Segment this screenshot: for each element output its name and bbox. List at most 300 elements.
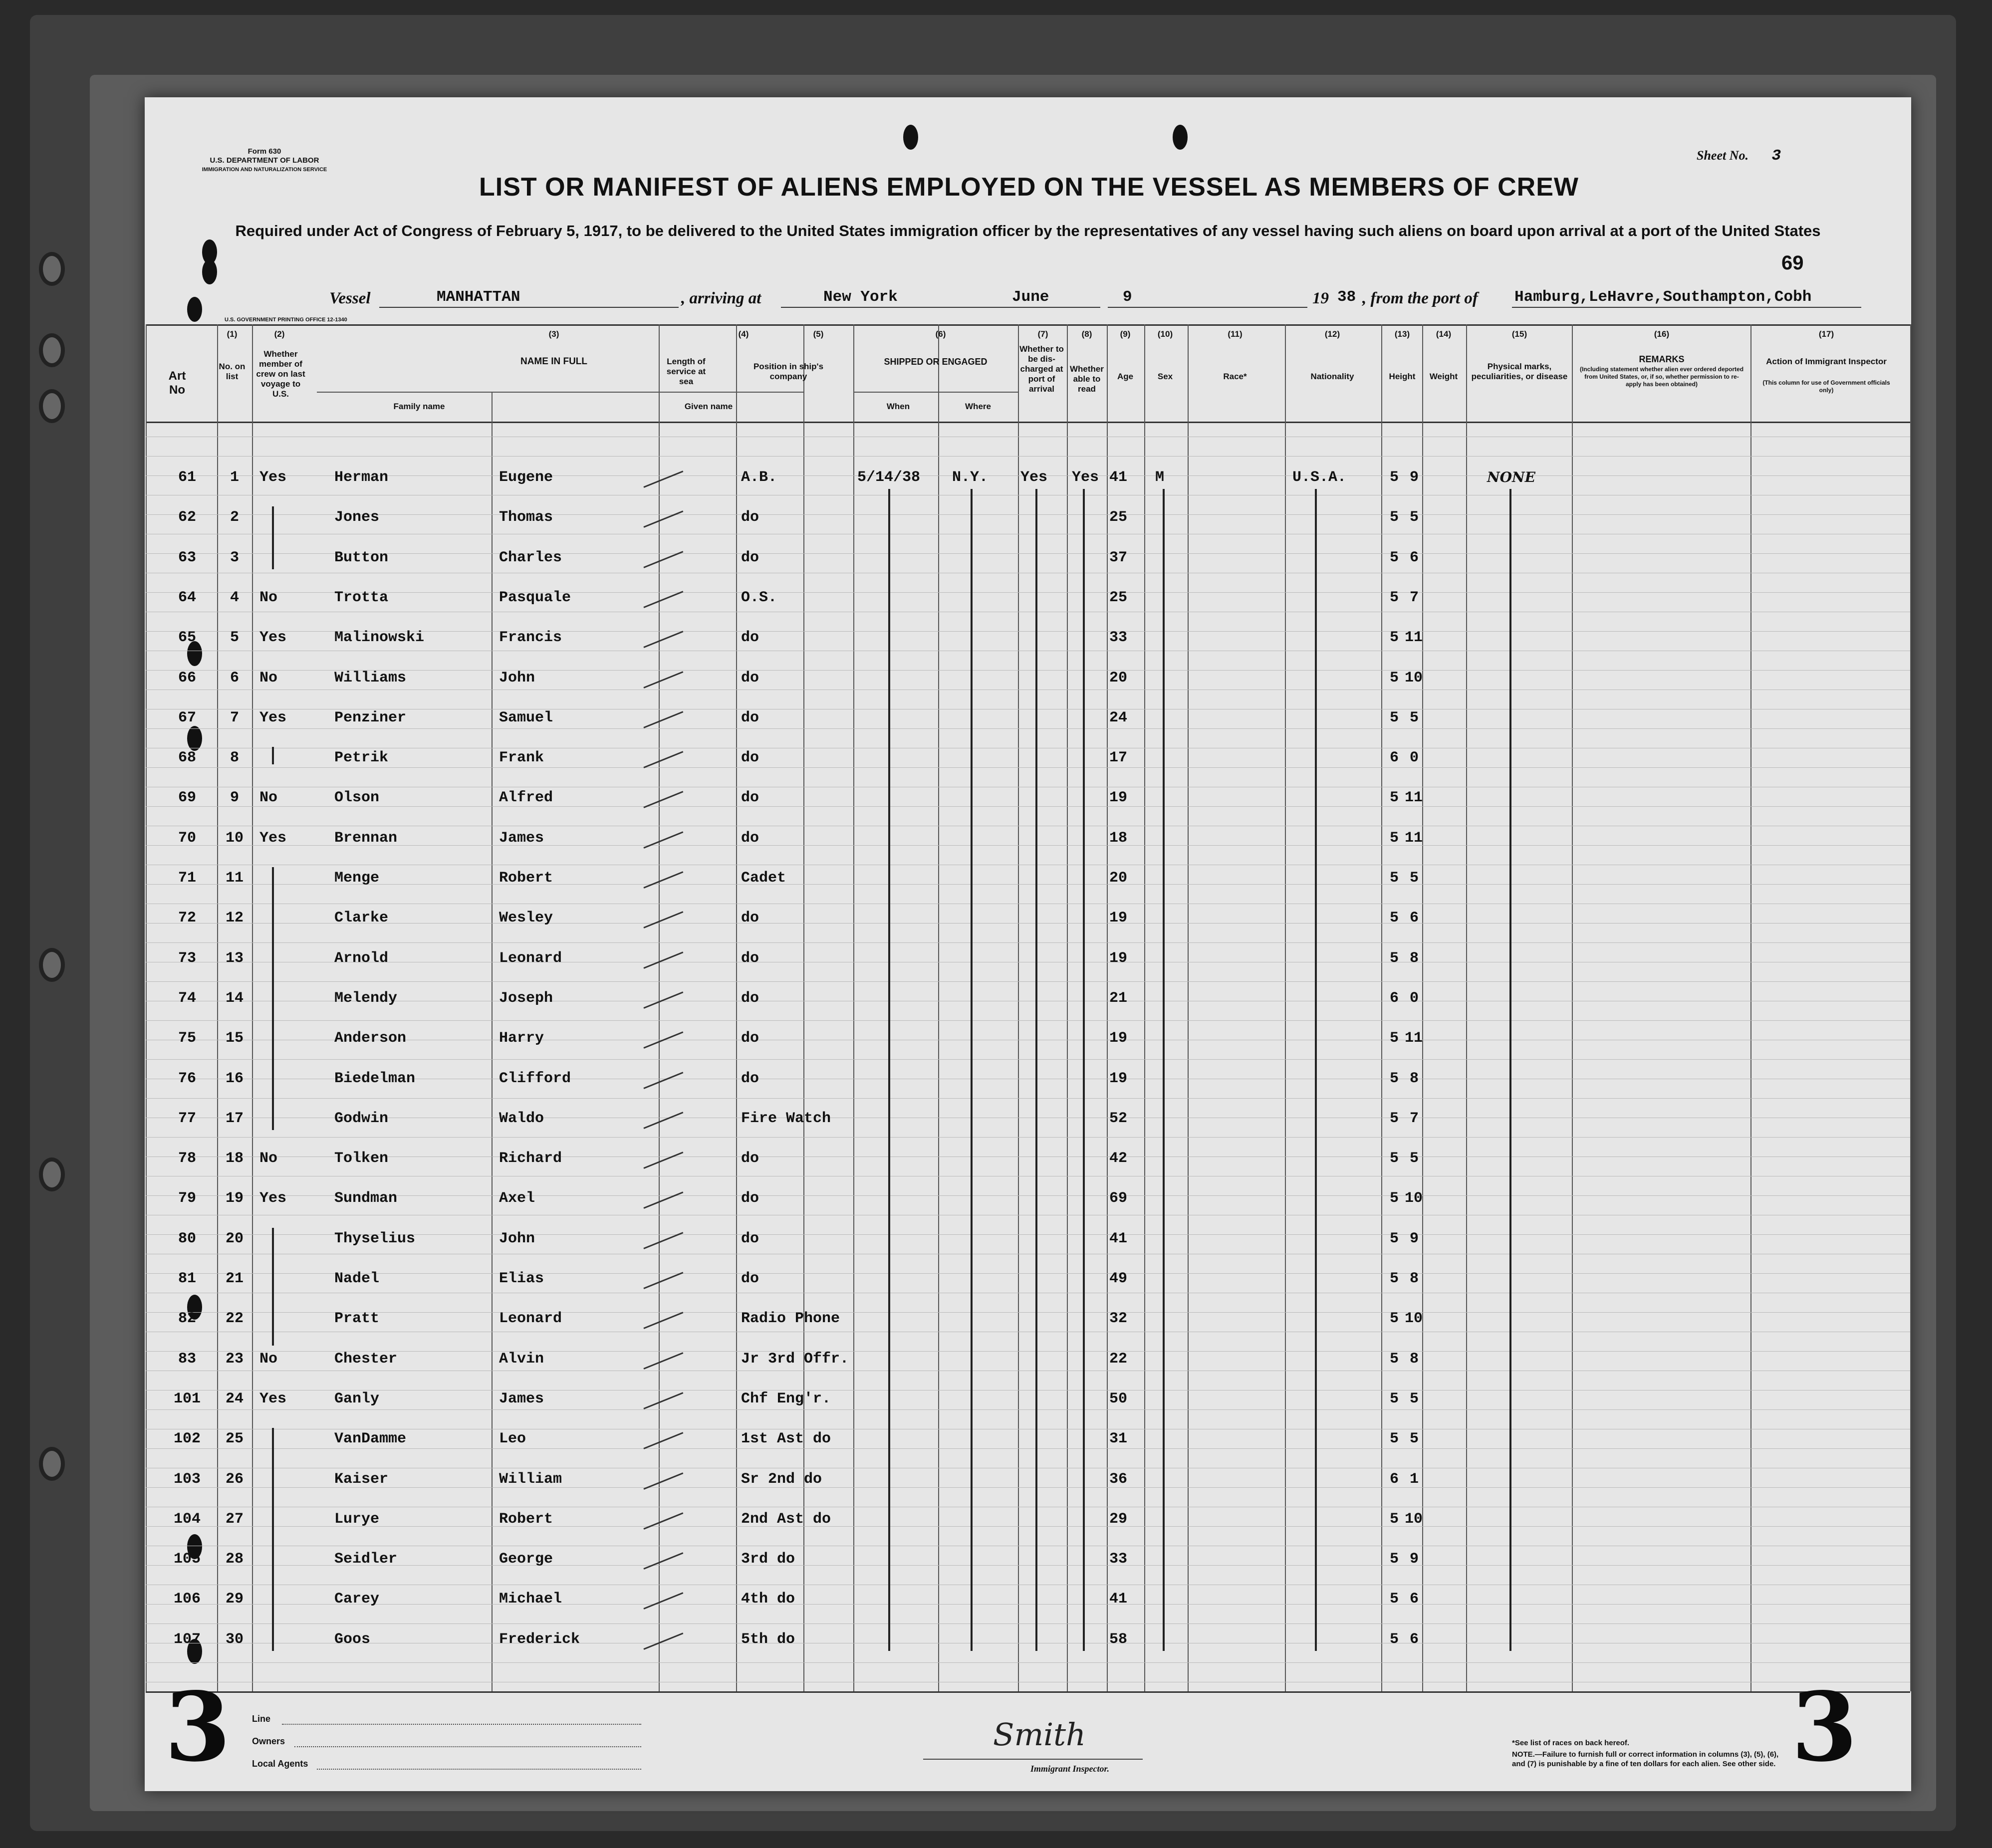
cell-position: do bbox=[741, 1190, 759, 1207]
cell-family: Trotta bbox=[334, 589, 389, 606]
header-art-no: Art No bbox=[168, 369, 186, 397]
cell-no: 7 bbox=[230, 709, 239, 726]
cell-disch: Yes bbox=[1020, 469, 1048, 486]
cell-age: 33 bbox=[1109, 1551, 1128, 1568]
cell-no: 12 bbox=[225, 910, 244, 927]
cell-ft: 5 bbox=[1390, 1510, 1399, 1528]
cell-position: 2nd Ast do bbox=[741, 1510, 831, 1528]
ditto-mark bbox=[272, 867, 274, 1130]
manifest-sheet bbox=[145, 97, 1911, 1791]
inspector-signature: Smith bbox=[993, 1716, 1086, 1753]
column-rule bbox=[252, 324, 253, 1691]
row-ruling bbox=[146, 1526, 1910, 1527]
row-ruling bbox=[146, 923, 1910, 924]
sheet-number: 3 bbox=[1771, 147, 1781, 165]
cell-given: Leo bbox=[499, 1430, 526, 1448]
cell-ft: 5 bbox=[1390, 1070, 1399, 1087]
cell-prev: Yes bbox=[259, 709, 287, 726]
cell-ft: 5 bbox=[1390, 1430, 1399, 1448]
cell-given: John bbox=[499, 1230, 535, 1247]
races-note: *See list of races on back hereof. bbox=[1512, 1739, 1630, 1747]
cell-in: 11 bbox=[1405, 1030, 1423, 1047]
cell-given: Frank bbox=[499, 749, 544, 767]
cell-given: Robert bbox=[499, 1510, 553, 1528]
cell-sex: M bbox=[1155, 469, 1165, 486]
cell-family: Lurye bbox=[334, 1510, 380, 1528]
cell-age: 37 bbox=[1109, 549, 1128, 566]
cell-family: Biedelman bbox=[334, 1070, 416, 1087]
column-rule bbox=[853, 324, 854, 1691]
cell-family: Malinowski bbox=[334, 629, 425, 647]
cell-family: Tolken bbox=[334, 1150, 389, 1167]
cell-given: James bbox=[499, 1390, 544, 1407]
cell-art: 69 bbox=[178, 789, 196, 807]
cell-position: do bbox=[741, 829, 759, 847]
cell-age: 20 bbox=[1109, 669, 1128, 687]
header-remarks-sub: (Including statement whether alien ever ordered deported from United States, or, if so, whether permission to re-apply has been obtained) bbox=[1579, 366, 1744, 388]
footer-line-label: Line bbox=[252, 1714, 271, 1724]
column-rule bbox=[1381, 324, 1382, 1691]
cell-position: do bbox=[741, 1270, 759, 1287]
cell-no: 20 bbox=[225, 1230, 244, 1247]
cell-art: 102 bbox=[173, 1430, 201, 1448]
cell-in: 9 bbox=[1410, 1230, 1419, 1247]
ditto-mark bbox=[971, 489, 973, 1651]
ditto-mark bbox=[272, 747, 274, 764]
header-remarks: REMARKS bbox=[1639, 354, 1685, 364]
sheet-number-right: 3 bbox=[1791, 1671, 1858, 1783]
row-ruling bbox=[146, 942, 1910, 943]
cell-family: Arnold bbox=[334, 949, 389, 967]
header-num-9: (9) bbox=[1120, 329, 1131, 339]
row-ruling bbox=[146, 1565, 1910, 1566]
ditto-mark bbox=[272, 506, 274, 569]
cell-art: 101 bbox=[173, 1390, 201, 1407]
cell-given: George bbox=[499, 1551, 553, 1568]
cell-family: Olson bbox=[334, 789, 380, 807]
year-prefix: 19 bbox=[1312, 289, 1329, 307]
cell-position: do bbox=[741, 1070, 759, 1087]
cell-age: 19 bbox=[1109, 910, 1128, 927]
cell-ft: 5 bbox=[1390, 509, 1399, 526]
vessel-name: MANHATTAN bbox=[437, 288, 520, 306]
cell-no: 1 bbox=[230, 469, 239, 486]
cell-age: 58 bbox=[1109, 1630, 1128, 1648]
ditto-mark bbox=[272, 1228, 274, 1346]
cell-no: 10 bbox=[225, 829, 244, 847]
cell-in: 10 bbox=[1405, 1510, 1423, 1528]
cell-no: 4 bbox=[230, 589, 239, 606]
cell-position: 4th do bbox=[741, 1591, 795, 1608]
cell-no: 2 bbox=[230, 509, 239, 526]
column-rule bbox=[736, 324, 737, 1691]
cell-no: 25 bbox=[225, 1430, 244, 1448]
row-ruling bbox=[146, 1448, 1910, 1449]
header-shipped: SHIPPED OR ENGAGED bbox=[884, 357, 988, 367]
cell-ft: 5 bbox=[1390, 669, 1399, 687]
table-bottom-border bbox=[146, 1691, 1910, 1693]
page-subtitle: Required under Act of Congress of February 5, 1917, to be delivered to the United States immigration officer by the representatives of any vessel having such aliens on board upon arrival at a port of the United States bbox=[235, 222, 1821, 239]
department-name: U.S. DEPARTMENT OF LABOR bbox=[210, 156, 319, 165]
footer-agents-label: Local Agents bbox=[252, 1759, 308, 1769]
cell-in: 7 bbox=[1410, 1110, 1419, 1127]
cell-family: Goos bbox=[334, 1630, 371, 1648]
header-num-3: (3) bbox=[548, 329, 559, 339]
cell-prev: Yes bbox=[259, 1390, 287, 1407]
cell-ft: 5 bbox=[1390, 469, 1399, 486]
ditto-mark bbox=[1509, 489, 1511, 1651]
cell-given: Leonard bbox=[499, 1310, 562, 1328]
cell-given: Waldo bbox=[499, 1110, 544, 1127]
header-num-15: (15) bbox=[1511, 329, 1527, 339]
cell-given: Frederick bbox=[499, 1630, 580, 1648]
footer-owners-rule bbox=[294, 1746, 641, 1747]
cell-age: 25 bbox=[1109, 589, 1128, 606]
printing-office: U.S. GOVERNMENT PRINTING OFFICE 12-1340 bbox=[225, 317, 347, 323]
binder-ring bbox=[39, 1157, 65, 1191]
cell-in: 0 bbox=[1410, 749, 1419, 767]
cell-position: 5th do bbox=[741, 1630, 795, 1648]
cell-no: 27 bbox=[225, 1510, 244, 1528]
row-ruling bbox=[146, 1156, 1910, 1157]
cell-art: 74 bbox=[178, 989, 196, 1007]
cell-ft: 5 bbox=[1390, 1230, 1399, 1247]
header-given-name: Given name bbox=[684, 402, 733, 411]
cell-prev: No bbox=[259, 589, 278, 606]
cell-art: 78 bbox=[178, 1150, 196, 1167]
binder-ring bbox=[39, 389, 65, 423]
cell-in: 5 bbox=[1410, 509, 1419, 526]
cell-no: 29 bbox=[225, 1591, 244, 1608]
cell-position: do bbox=[741, 669, 759, 687]
header-nationality: Nationality bbox=[1310, 372, 1354, 381]
cell-family: Melendy bbox=[334, 989, 398, 1007]
cell-art: 76 bbox=[178, 1070, 196, 1087]
cell-position: Chf Eng'r. bbox=[741, 1390, 831, 1407]
cell-no: 13 bbox=[225, 949, 244, 967]
cell-given: Michael bbox=[499, 1591, 562, 1608]
name-column-rule bbox=[492, 392, 493, 1691]
column-rule bbox=[1466, 324, 1467, 1691]
cell-age: 52 bbox=[1109, 1110, 1128, 1127]
row-ruling bbox=[146, 553, 1910, 554]
cell-ft: 5 bbox=[1390, 1390, 1399, 1407]
cell-given: Harry bbox=[499, 1030, 544, 1047]
sheet-number-left: 3 bbox=[165, 1671, 231, 1783]
header-length-service: Length of service at sea bbox=[666, 357, 706, 386]
cell-age: 19 bbox=[1109, 1070, 1128, 1087]
cell-position: Cadet bbox=[741, 870, 786, 887]
ditto-mark bbox=[1035, 489, 1037, 1651]
cell-family: Sundman bbox=[334, 1190, 398, 1207]
row-ruling bbox=[146, 981, 1910, 982]
row-ruling bbox=[146, 1487, 1910, 1488]
header-sex: Sex bbox=[1157, 372, 1173, 381]
cell-no: 22 bbox=[225, 1310, 244, 1328]
stamp-number: 69 bbox=[1781, 252, 1804, 274]
cell-age: 24 bbox=[1109, 709, 1128, 726]
cell-given: William bbox=[499, 1470, 562, 1488]
header-num-1: (1) bbox=[227, 329, 238, 339]
row-ruling bbox=[146, 1059, 1910, 1060]
cell-position: do bbox=[741, 1230, 759, 1247]
table-top-border bbox=[146, 324, 1910, 326]
cell-art: 73 bbox=[178, 949, 196, 967]
arrival-day: 9 bbox=[1123, 288, 1132, 306]
cell-art: 106 bbox=[173, 1591, 201, 1608]
cell-position: O.S. bbox=[741, 589, 777, 606]
cell-family: Williams bbox=[334, 669, 407, 687]
header-age: Age bbox=[1117, 372, 1134, 381]
binder-ring bbox=[39, 252, 65, 286]
cell-given: Richard bbox=[499, 1150, 562, 1167]
binder-ring bbox=[39, 333, 65, 367]
cell-ft: 5 bbox=[1390, 910, 1399, 927]
cell-position: do bbox=[741, 709, 759, 726]
cell-in: 8 bbox=[1410, 1350, 1419, 1368]
cell-age: 17 bbox=[1109, 749, 1128, 767]
cell-given: Charles bbox=[499, 549, 562, 566]
cell-no: 6 bbox=[230, 669, 239, 687]
cell-art: 104 bbox=[173, 1510, 201, 1528]
ditto-mark bbox=[1315, 489, 1317, 1651]
column-rule bbox=[1750, 324, 1751, 1691]
vessel-label: Vessel bbox=[329, 289, 371, 307]
cell-art: 62 bbox=[178, 509, 196, 526]
cell-in: 9 bbox=[1410, 469, 1419, 486]
cell-art: 66 bbox=[178, 669, 196, 687]
cell-no: 21 bbox=[225, 1270, 244, 1287]
cell-ft: 5 bbox=[1390, 789, 1399, 807]
cell-ft: 5 bbox=[1390, 629, 1399, 647]
column-rule bbox=[1018, 324, 1019, 1691]
header-physical: Physical marks, peculiarities, or disease bbox=[1471, 362, 1568, 381]
header-name-in-full: NAME IN FULL bbox=[520, 356, 588, 367]
cell-in: 0 bbox=[1410, 989, 1419, 1007]
cell-given: Alvin bbox=[499, 1350, 544, 1368]
cell-in: 5 bbox=[1410, 1390, 1419, 1407]
row-ruling bbox=[146, 1137, 1910, 1138]
cell-art: 68 bbox=[178, 749, 196, 767]
cell-age: 36 bbox=[1109, 1470, 1128, 1488]
column-rule bbox=[1188, 324, 1189, 1691]
column-rule bbox=[659, 324, 660, 1691]
cell-ft: 6 bbox=[1390, 749, 1399, 767]
cell-position: do bbox=[741, 789, 759, 807]
cell-age: 41 bbox=[1109, 1591, 1128, 1608]
header-when: When bbox=[886, 402, 910, 411]
cell-given: Clifford bbox=[499, 1070, 571, 1087]
header-num-11: (11) bbox=[1228, 329, 1243, 339]
cell-no: 3 bbox=[230, 549, 239, 566]
cell-in: 9 bbox=[1410, 1551, 1419, 1568]
cell-no: 9 bbox=[230, 789, 239, 807]
column-rule bbox=[1144, 324, 1145, 1691]
cell-age: 50 bbox=[1109, 1390, 1128, 1407]
header-family-name: Family name bbox=[393, 402, 445, 411]
cell-no: 18 bbox=[225, 1150, 244, 1167]
cell-prev: Yes bbox=[259, 469, 287, 486]
cell-no: 19 bbox=[225, 1190, 244, 1207]
name-subheader-line bbox=[317, 392, 803, 393]
cell-no: 14 bbox=[225, 989, 244, 1007]
cell-art: 67 bbox=[178, 709, 196, 726]
cell-in: 10 bbox=[1405, 1310, 1423, 1328]
cell-no: 23 bbox=[225, 1350, 244, 1368]
column-rule bbox=[1285, 324, 1286, 1691]
cell-art: 81 bbox=[178, 1270, 196, 1287]
cell-given: Samuel bbox=[499, 709, 553, 726]
cell-phys: NONE bbox=[1487, 469, 1535, 485]
header-weight: Weight bbox=[1429, 372, 1458, 381]
header-where: Where bbox=[965, 402, 991, 411]
cell-ft: 5 bbox=[1390, 1110, 1399, 1127]
cell-ft: 5 bbox=[1390, 949, 1399, 967]
cell-no: 8 bbox=[230, 749, 239, 767]
ditto-mark bbox=[272, 1428, 274, 1651]
cell-in: 6 bbox=[1410, 1591, 1419, 1608]
cell-art: 77 bbox=[178, 1110, 196, 1127]
cell-in: 6 bbox=[1410, 1630, 1419, 1648]
cell-family: Button bbox=[334, 549, 389, 566]
form-number: Form 630 bbox=[248, 147, 281, 156]
cell-ft: 5 bbox=[1390, 709, 1399, 726]
cell-ft: 5 bbox=[1390, 1190, 1399, 1207]
footer-line-rule bbox=[282, 1724, 641, 1725]
cell-age: 19 bbox=[1109, 949, 1128, 967]
cell-in: 5 bbox=[1410, 709, 1419, 726]
cell-family: Ganly bbox=[334, 1390, 380, 1407]
row-ruling bbox=[146, 1195, 1910, 1196]
cell-given: Robert bbox=[499, 870, 553, 887]
header-num-2: (2) bbox=[274, 329, 285, 339]
column-rule bbox=[1910, 324, 1911, 1691]
cell-family: Thyselius bbox=[334, 1230, 416, 1247]
cell-ft: 5 bbox=[1390, 1310, 1399, 1328]
cell-age: 20 bbox=[1109, 870, 1128, 887]
arriving-port: New York bbox=[823, 288, 898, 306]
cell-age: 41 bbox=[1109, 469, 1128, 486]
arrival-year: 38 bbox=[1337, 288, 1356, 306]
column-rule bbox=[1067, 324, 1068, 1691]
cell-family: Penziner bbox=[334, 709, 407, 726]
cell-art: 107 bbox=[173, 1630, 201, 1648]
row-ruling bbox=[146, 1351, 1910, 1352]
row-ruling bbox=[146, 1098, 1910, 1099]
cell-prev: Yes bbox=[259, 829, 287, 847]
cell-prev: Yes bbox=[259, 1190, 287, 1207]
cell-art: 79 bbox=[178, 1190, 196, 1207]
cell-no: 24 bbox=[225, 1390, 244, 1407]
cell-age: 22 bbox=[1109, 1350, 1128, 1368]
row-ruling bbox=[146, 845, 1910, 846]
column-rule bbox=[146, 324, 147, 1691]
row-ruling bbox=[146, 1273, 1910, 1274]
cell-ft: 5 bbox=[1390, 1551, 1399, 1568]
cell-ft: 6 bbox=[1390, 989, 1399, 1007]
cell-in: 5 bbox=[1410, 1430, 1419, 1448]
cell-in: 6 bbox=[1410, 549, 1419, 566]
cell-in: 11 bbox=[1405, 829, 1423, 847]
cell-age: 32 bbox=[1109, 1310, 1128, 1328]
cell-prev: No bbox=[259, 1150, 278, 1167]
cell-age: 19 bbox=[1109, 1030, 1128, 1047]
cell-when: 5/14/38 bbox=[857, 469, 921, 486]
row-ruling bbox=[146, 670, 1910, 671]
cell-given: Leonard bbox=[499, 949, 562, 967]
cell-position: A.B. bbox=[741, 469, 777, 486]
cell-family: Herman bbox=[334, 469, 389, 486]
row-ruling bbox=[146, 884, 1910, 885]
cell-family: Anderson bbox=[334, 1030, 407, 1047]
header-able-read: Whether able to read bbox=[1070, 364, 1104, 394]
cell-prev: Yes bbox=[259, 629, 287, 647]
cell-ft: 5 bbox=[1390, 1350, 1399, 1368]
cell-family: Carey bbox=[334, 1591, 380, 1608]
cell-position: Sr 2nd do bbox=[741, 1470, 822, 1488]
cell-ft: 6 bbox=[1390, 1470, 1399, 1488]
row-ruling bbox=[146, 806, 1910, 807]
header-num-7: (7) bbox=[1037, 329, 1048, 339]
header-position: Position in ship's company bbox=[753, 362, 824, 381]
header-num-17: (17) bbox=[1818, 329, 1834, 339]
cell-art: 61 bbox=[178, 469, 196, 486]
cell-family: Seidler bbox=[334, 1551, 398, 1568]
cell-given: John bbox=[499, 669, 535, 687]
cell-in: 5 bbox=[1410, 870, 1419, 887]
row-ruling bbox=[146, 728, 1910, 729]
header-action: Action of Immigrant Inspector bbox=[1766, 357, 1887, 366]
cell-in: 5 bbox=[1410, 1150, 1419, 1167]
cell-in: 11 bbox=[1405, 629, 1423, 647]
cell-art: 82 bbox=[178, 1310, 196, 1328]
header-num-8: (8) bbox=[1081, 329, 1092, 339]
cell-prev: No bbox=[259, 669, 278, 687]
cell-given: Thomas bbox=[499, 509, 553, 526]
cell-ft: 5 bbox=[1390, 829, 1399, 847]
column-rule bbox=[1572, 324, 1573, 1691]
header-no-on-list: No. on list bbox=[219, 362, 246, 381]
header-num-16: (16) bbox=[1654, 329, 1670, 339]
cell-family: Petrik bbox=[334, 749, 389, 767]
cell-position: do bbox=[741, 1030, 759, 1047]
cell-position: do bbox=[741, 949, 759, 967]
ditto-mark bbox=[1083, 489, 1085, 1651]
binder-ring bbox=[39, 948, 65, 982]
shipped-subheader-line bbox=[853, 392, 1018, 393]
cell-family: VanDamme bbox=[334, 1430, 407, 1448]
penalty-note: NOTE.—Failure to furnish full or correct information in columns (3), (5), (6), and (7) is punishable by a fine of ten dollars for each alien. See other side. bbox=[1512, 1750, 1779, 1768]
header-num-5: (5) bbox=[813, 329, 824, 339]
header-num-10: (10) bbox=[1157, 329, 1173, 339]
cell-in: 8 bbox=[1410, 949, 1419, 967]
cell-position: 3rd do bbox=[741, 1551, 795, 1568]
cell-given: Alfred bbox=[499, 789, 553, 807]
cell-art: 64 bbox=[178, 589, 196, 606]
row-ruling bbox=[146, 1662, 1910, 1663]
cell-art: 75 bbox=[178, 1030, 196, 1047]
cell-in: 8 bbox=[1410, 1070, 1419, 1087]
cell-position: do bbox=[741, 989, 759, 1007]
cell-age: 19 bbox=[1109, 789, 1128, 807]
arriving-label: , arriving at bbox=[681, 289, 761, 307]
header-action-sub: (This column for use of Government officials only) bbox=[1762, 379, 1890, 394]
cell-position: Fire Watch bbox=[741, 1110, 831, 1127]
header-num-4: (4) bbox=[738, 329, 749, 339]
column-rule bbox=[1107, 324, 1108, 1691]
cell-no: 11 bbox=[225, 870, 244, 887]
cell-ft: 5 bbox=[1390, 549, 1399, 566]
